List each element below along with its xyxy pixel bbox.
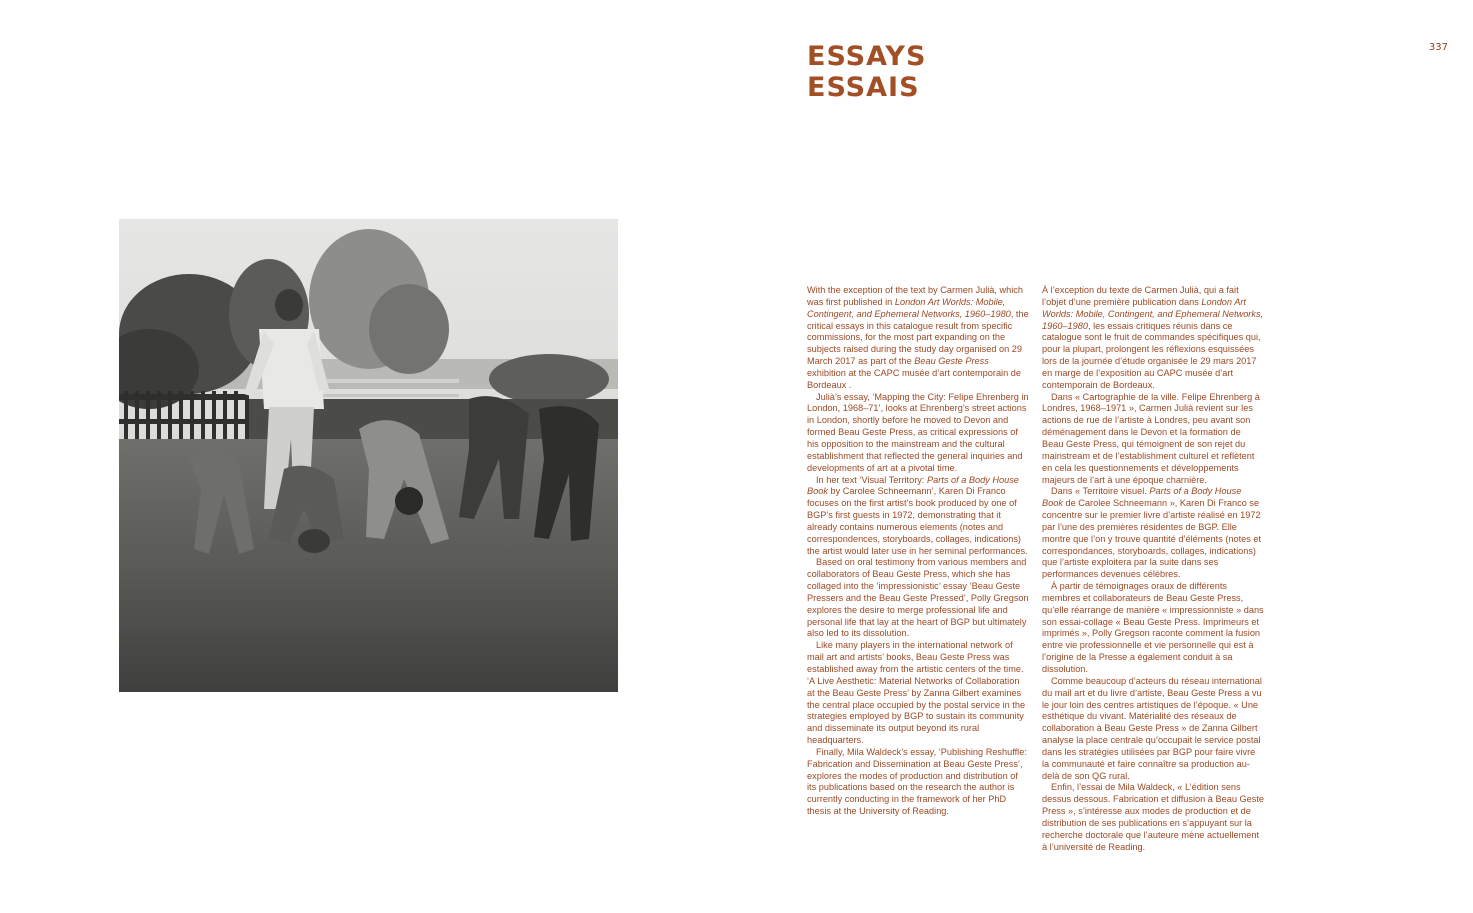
archival-photograph bbox=[119, 219, 618, 692]
heading-english: ESSAYS bbox=[807, 41, 927, 72]
english-paragraph-3 bbox=[807, 475, 1029, 558]
french-paragraph-3 bbox=[1042, 486, 1264, 581]
book-title: London Art Worlds: Mobile, Contingent, and Ephemeral Networks, 1960–1980 bbox=[807, 296, 1011, 319]
photograph-illustration bbox=[119, 219, 618, 692]
english-paragraph-5: Like many players in the international network of mail art and artists’ books, Beau Geste Press was established away from the artistic centers of the time. ‘A Live Aesthetic: Material Networks of Collaboration at the Beau Geste Press’ by Zanna Gilbert examines the central place occupied by the postal service in the strategies employed by BGP to sustain its community and disseminate its output beyond its rural headquarters. bbox=[807, 640, 1026, 746]
french-paragraph-2: Dans « Cartographie de la ville. Felipe Ehrenberg à Londres, 1968–1971 », Carmen Julià revient sur les actions de rue de l’artiste à Londres, peu avant son déménagement dans le Devon et la formation de Beau Geste Press, qui témoignent de son rejet du mainstream et de l’establishment culturel et reflètent en cela les questionnements et développements majeurs de l’art à une époque charnière. bbox=[1042, 391, 1260, 485]
english-paragraph-4: Based on oral testimony from various members and collaborators of Beau Geste Press, which she has collaged into the ‘impressionistic’ essay ‘Beau Geste Pressers and the Beau Geste Pressed’, Polly Gregson explores the desire to merge professional life and personal life that lay at the heart of BGP but ultimately also led to its dissolution. bbox=[807, 557, 1029, 639]
heading-french: ESSAIS bbox=[807, 72, 920, 103]
page-number: 337 bbox=[1428, 42, 1448, 53]
book-title: London Art Worlds: Mobile, Contingent, and Ephemeral Networks, 1960–1980 bbox=[1042, 296, 1264, 331]
text-span: With the exception of the text by Carmen Julià, which was first published in bbox=[807, 285, 1024, 307]
english-text-column bbox=[807, 285, 1029, 818]
french-paragraph-5: Comme beaucoup d’acteurs du réseau international du mail art et du livre d’artiste, Beau Geste Press a vu le jour loin des centres artistiques de l’époque. « Une esthétique du vivant. Matérialité des réseaux de collaboration à Beau Geste Press » de Zanna Gilbert analyse la place centrale qu’occupait le service postal dans les stratégies utilisées par BGP pour faire vivre la communauté et faire connaître sa production au-delà de son QG rural. bbox=[1042, 675, 1262, 781]
text-span: de Carolee Schneemann », Karen Di Franco se concentre sur le premier livre d’artiste réalisé en 1972 par l’une des premières résidentes de BGP. Elle montre que l’on y trouve quantité d’éléments (notes et correspondances, storyboards, collages, indications) que l’artiste exploitera par la suite dans ses performances devenues célèbres. bbox=[1042, 498, 1262, 580]
text-span: by Carolee Schneemann’, Karen Di Franco focuses on the first artist’s book produced by one of BGP’s first guests in 1972, demonstrating that it already contains numerous elements (notes and correspondences, storyboards, collages, indications) the artist would later use in her seminal performances. bbox=[807, 486, 1028, 556]
book-title: Parts of a Body House Book bbox=[1042, 486, 1242, 509]
text-span: Dans « Territoire visuel. bbox=[1051, 486, 1150, 497]
english-paragraph-1 bbox=[807, 285, 1029, 392]
text-span: exhibition at the CAPC musée d’art contemporain de Bordeaux . bbox=[807, 367, 1021, 390]
english-paragraph-2: Julià’s essay, ‘Mapping the City: Felipe Ehrenberg in London, 1968–71’, looks at Ehrenberg’s street actions in London, shortly before he moved to Devon and formed Beau Geste Press, as critical expressions of his opposition to the mainstream and the cultural establishment that reflected the general inquiries and developments of art at a pivotal time. bbox=[807, 391, 1029, 473]
page-heading bbox=[807, 41, 926, 103]
french-paragraph-1 bbox=[1042, 285, 1264, 392]
book-title: Parts of a Body House Book bbox=[807, 474, 1019, 497]
french-paragraph-6: Enfin, l’essai de Mila Waldeck, « L’édition sens dessus dessous. Fabrication et diffusion à Beau Geste Press », s’intéresse aux modes de production et de distribution de ses publications en s’appuyant sur la recherche doctorale que l’auteure mène actuellement à l’université de Reading. bbox=[1042, 782, 1264, 852]
text-span: , the critical essays in this catalogue result from specific commissions, for the most part expanding on the subjects raised during the study day organised on 29 March 2017 as part of the bbox=[807, 308, 1029, 367]
text-span: , les essais critiques réunis dans ce catalogue sont le fruit de commandes spécifiques qui, pour la plupart, prolongent les réflexions esquissées lors de la journée d’étude organisée le 29 mars 2017 en marge de l’exposition au CAPC musée d’art contemporain de Bordeaux. bbox=[1042, 320, 1261, 390]
exhibition-title: Beau Geste Press bbox=[914, 356, 989, 367]
text-span: In her text ‘Visual Territory: bbox=[816, 474, 927, 485]
text-span: À l’exception du texte de Carmen Julià, qui a fait l’objet d’une première publication dans bbox=[1042, 285, 1239, 307]
french-paragraph-4: À partir de témoignages oraux de différents membres et collaborateurs de Beau Geste Press, qu’elle réarrange de manière « impressionniste » dans son essai-collage « Beau Geste Press. Imprimeurs et imprimés », Polly Gregson raconte comment la fusion entre vie professionnelle et vie personnelle qui est à l’origine de la Presse a également conduit à sa dissolution. bbox=[1042, 581, 1264, 674]
english-paragraph-6: Finally, Mila Waldeck’s essay, ‘Publishing Reshuffle: Fabrication and Dissemination at Beau Geste Press’, explores the modes of production and distribution of its publications based on the research the author is currently conducting in the framework of her PhD thesis at the University of Reading. bbox=[807, 746, 1027, 817]
french-text-column bbox=[1042, 285, 1264, 854]
